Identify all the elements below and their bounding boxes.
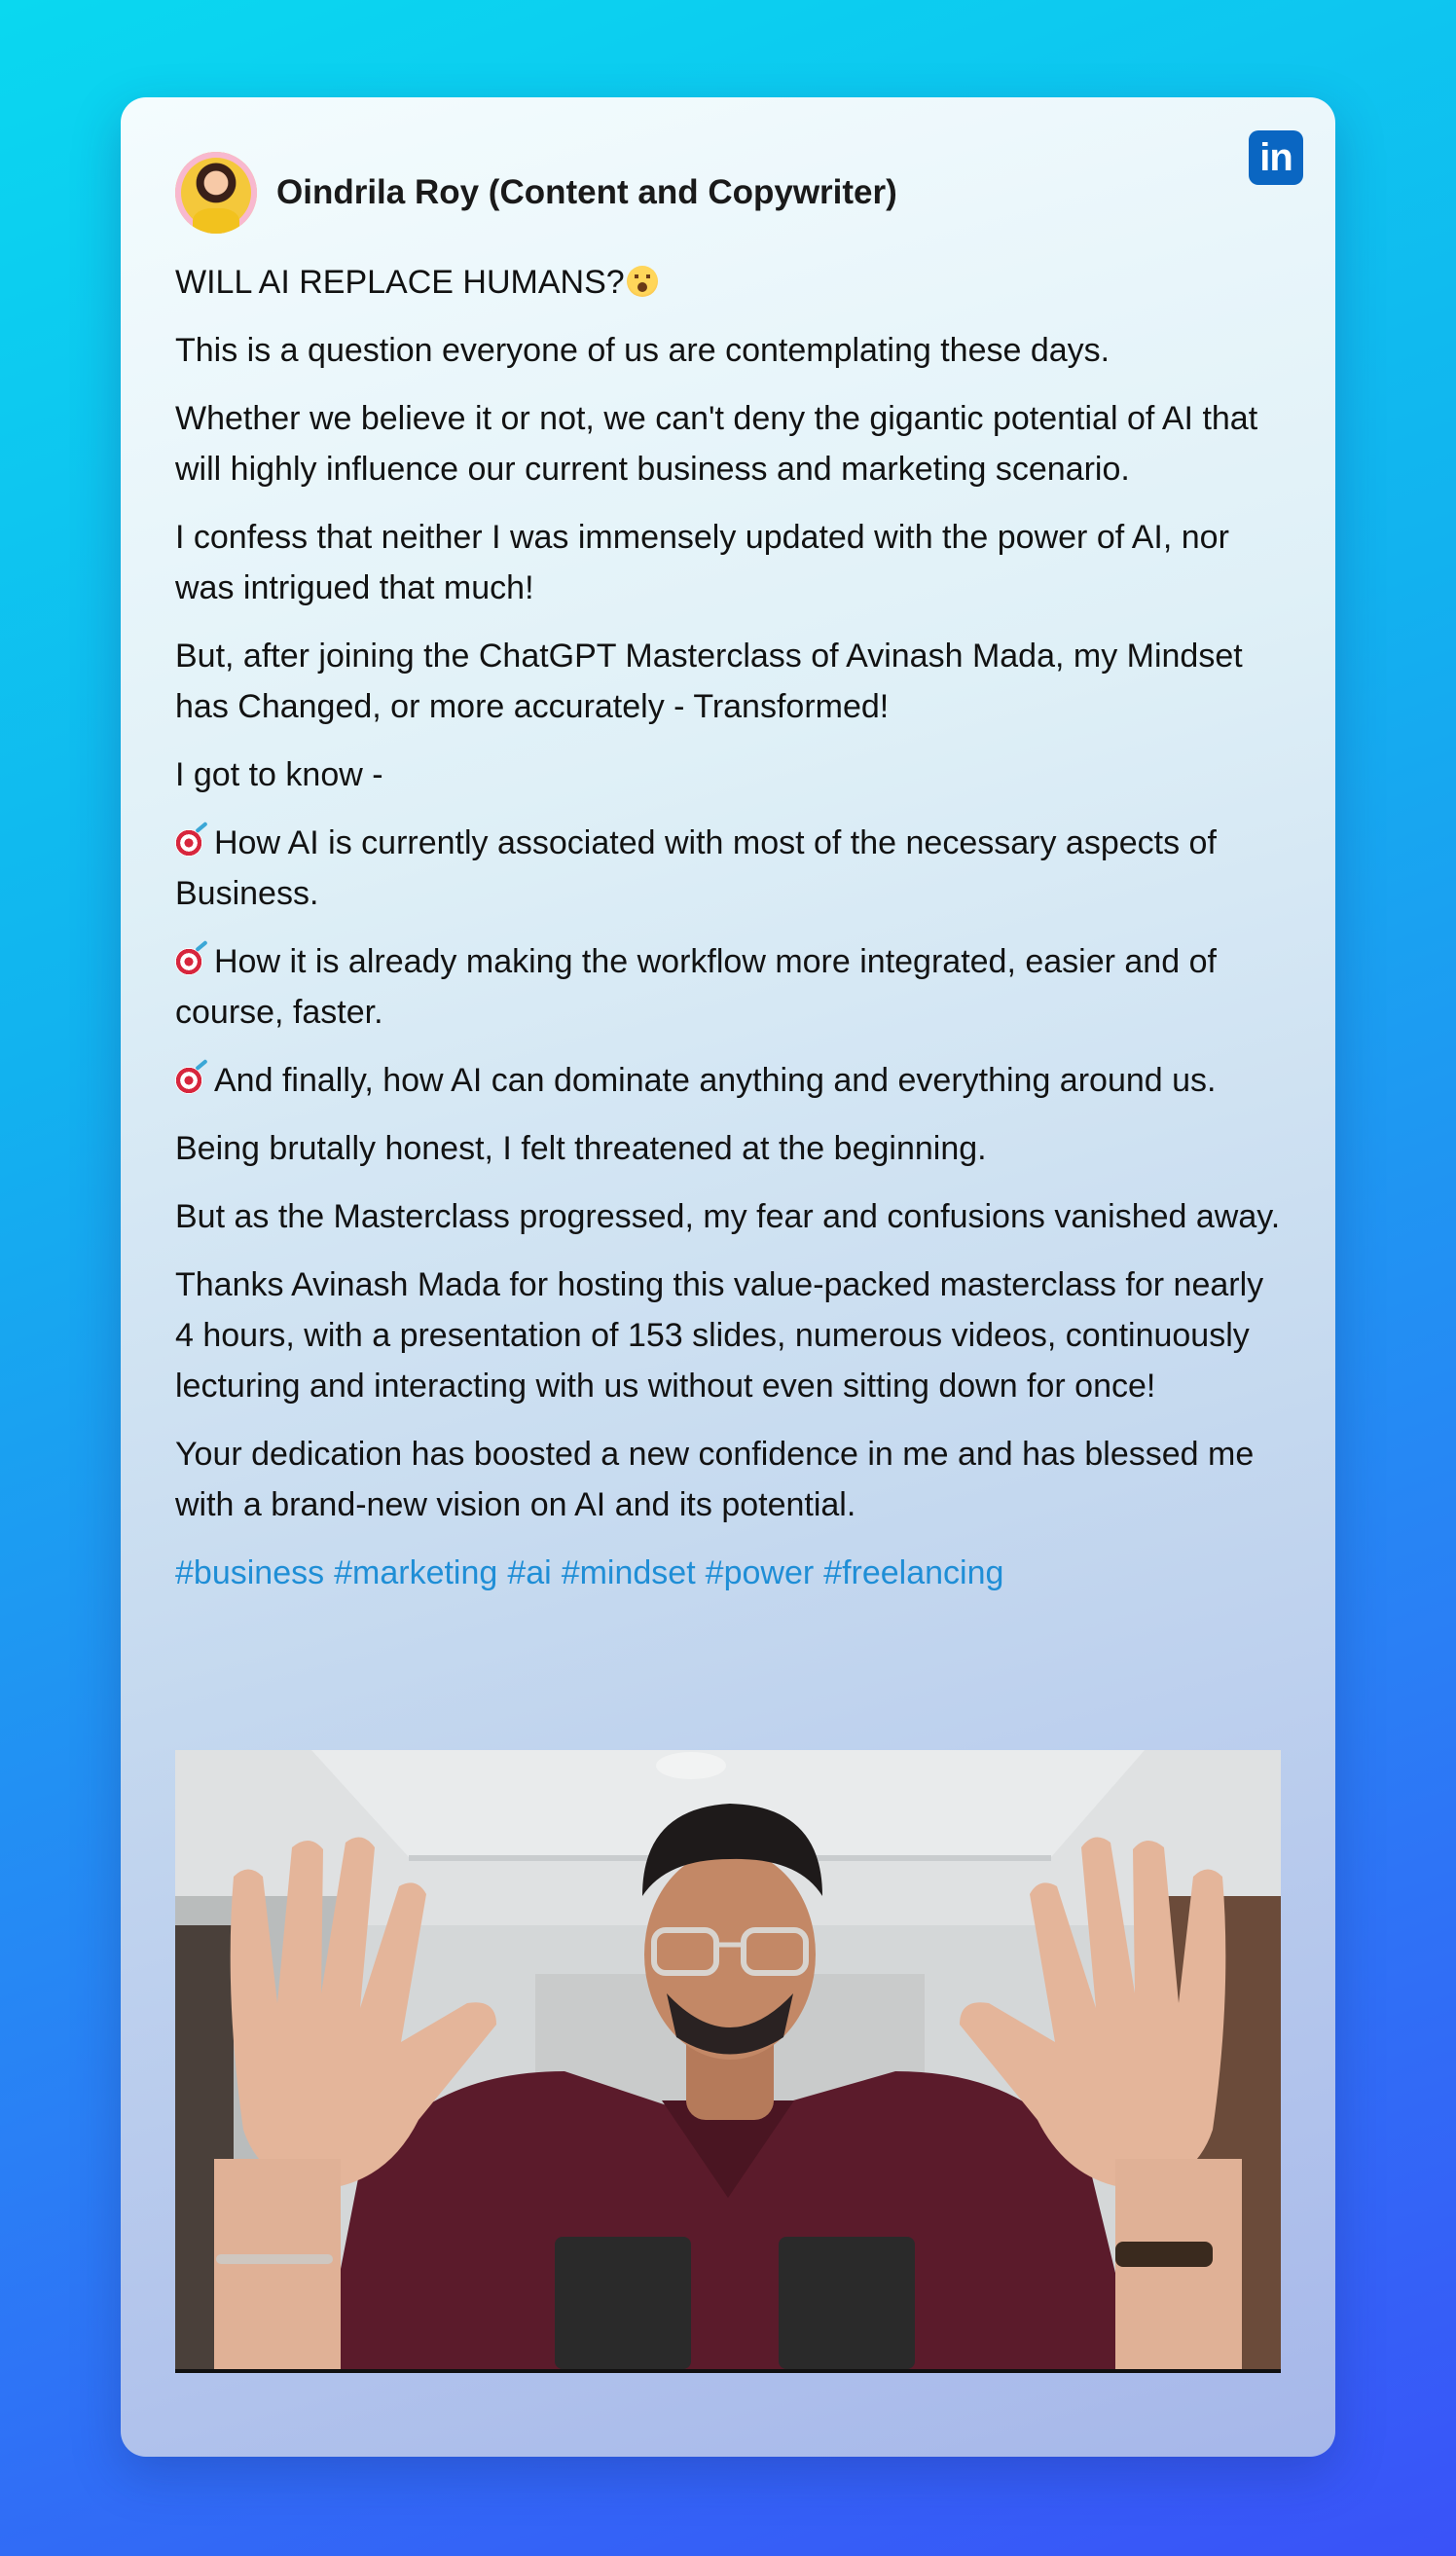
- linkedin-icon[interactable]: in: [1249, 130, 1303, 185]
- post-paragraph: I got to know -: [175, 756, 383, 793]
- post-paragraph: WILL AI REPLACE HUMANS?: [175, 257, 1281, 308]
- target-icon: [175, 948, 202, 975]
- bullet-item: How AI is currently associated with most of the necessary aspects of Business.: [175, 824, 1217, 912]
- post-paragraph: Your dedication has boosted a new confidence in me and has blessed me with a brand-new vision on AI and its potential.: [175, 1436, 1255, 1523]
- post-paragraph: Thanks Avinash Mada for hosting this value-packed masterclass for nearly 4 hours, with a presentation of 153 slides, numerous videos, continuously lecturing and interacting with us without even sitting down for once!: [175, 1266, 1264, 1405]
- target-icon: [175, 829, 202, 857]
- hashtag-link[interactable]: #ai: [507, 1554, 552, 1591]
- post-paragraph: Being brutally honest, I felt threatened at the beginning.: [175, 1130, 987, 1167]
- post-paragraph: But as the Masterclass progressed, my fear and confusions vanished away.: [175, 1198, 1281, 1235]
- man-raising-hands-photo: [175, 1750, 1281, 2369]
- hashtag-link[interactable]: #freelancing: [823, 1554, 1004, 1591]
- post-body: [175, 257, 1281, 1598]
- post-paragraph: This is a question everyone of us are contemplating these days.: [175, 332, 1110, 369]
- post-header: [175, 152, 1281, 234]
- hashtag-list: [175, 1548, 1281, 1598]
- hashtag-link[interactable]: #mindset: [561, 1554, 696, 1591]
- post-paragraph: Whether we believe it or not, we can't deny the gigantic potential of AI that will highly influence our current business and marketing scenario.: [175, 400, 1258, 488]
- hashtag-link[interactable]: #power: [705, 1554, 815, 1591]
- shocked-face-icon: [627, 266, 658, 297]
- bullet-item: How it is already making the workflow more integrated, easier and of course, faster.: [175, 943, 1217, 1031]
- avatar[interactable]: [175, 152, 257, 234]
- hashtag-link[interactable]: #marketing: [334, 1554, 498, 1591]
- hashtag-link[interactable]: #business: [175, 1554, 325, 1591]
- post-paragraph: I confess that neither I was immensely updated with the power of AI, nor was intrigued that much!: [175, 519, 1229, 606]
- post-paragraph: But, after joining the ChatGPT Masterclass of Avinash Mada, my Mindset has Changed, or more accurately - Transformed!: [175, 638, 1243, 725]
- target-icon: [175, 1067, 202, 1094]
- post-image[interactable]: [175, 1750, 1281, 2373]
- bullet-item: And finally, how AI can dominate anything and everything around us.: [175, 1055, 1281, 1106]
- post-card: [121, 97, 1335, 2457]
- author-name[interactable]: Oindrila Roy (Content and Copywriter): [276, 173, 897, 211]
